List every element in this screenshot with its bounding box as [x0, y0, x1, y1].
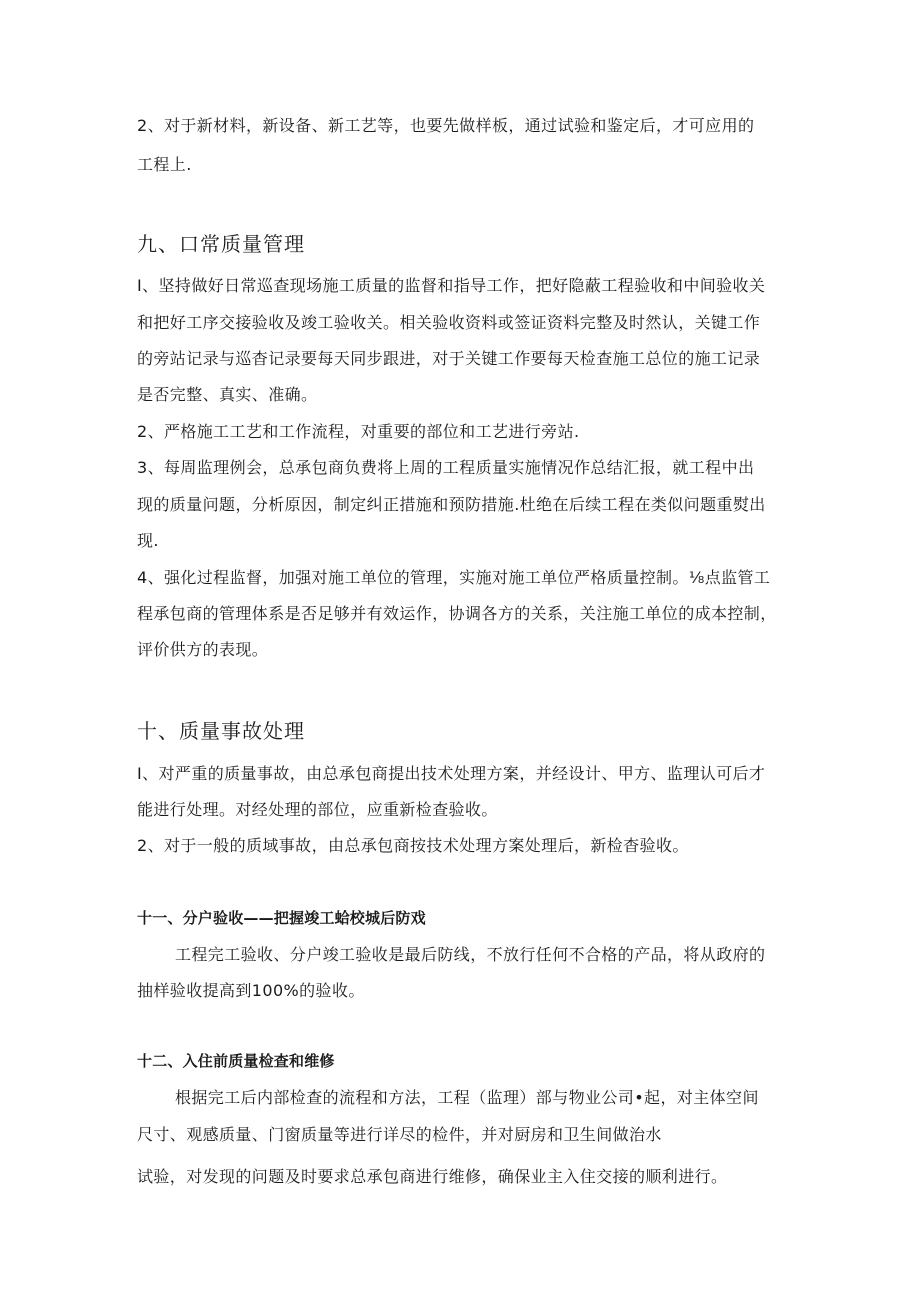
section-12-body-line-2: 尺寸、观感质量、门窗质量等进行详尽的检件，并对厨房和卫生间做治水: [137, 1125, 662, 1144]
section-9-p4-line-3: 评价供方的表现。: [137, 640, 269, 659]
section-9-p3-line-1: 3、每周监理例会，总承包商负费将上周的工程质量实施情况作总结汇报，就工程中出: [137, 458, 755, 477]
section-9-p4-line-1: 4、强化过程监督，加强对施工单位的管理，实施对施工单位严格质量控制。⅛点监管工: [137, 568, 771, 587]
section-9-p3-line-2: 现的质量问题，分析原因，制定纠正措施和预防措施.杜绝在后续工程在类似问题重熨出: [137, 495, 766, 514]
section-11-heading: 十一、分户验收——把握竣工蛤校城后防戏: [137, 909, 426, 927]
section-9-p3-line-3: 现.: [137, 531, 159, 550]
section-12-heading: 十二、入住前质量检查和维修: [137, 1052, 335, 1070]
section-9-p4-line-2: 程承包商的管理体系是否足够并有效运作，协调各方的关系，关注施工单位的成本控制，: [137, 604, 777, 623]
section-9-p1-line-3: 的旁站记录与巡杳记录要每天同步跟进，对于关键工作要每天检查施工总位的施工记录: [137, 349, 761, 368]
section-12-body-line-1: 根据完工后内部检查的流程和方法，工程（监理）部与物业公司•起，对主体空间: [175, 1088, 759, 1107]
intro-line-1: 2、对于新材料，新设备、新工艺等，也要先做样板，通过试验和鉴定后，才可应用的: [137, 116, 755, 135]
section-9-p2: 2、严格施工工艺和工作流程，对重要的部位和工艺进行旁站.: [137, 422, 580, 441]
section-12-body-line-3: 试验，对发现的问题及时要求总承包商进行维修，确保业主入住交接的顺利进行。: [137, 1167, 728, 1186]
section-10-p1-line-2: 能进行处理。对经处理的部位，应重新检查验收。: [137, 800, 498, 819]
intro-line-2: 工程上.: [137, 155, 192, 174]
section-10-p1-line-1: I、对严重的质量事故，由总承包商提出技术处理方案，并经设计、甲方、监理认可后才: [137, 764, 766, 783]
section-9-heading: 九、口常质量管理: [137, 232, 305, 256]
section-9-p1-line-1: I、坚持做好日常巡查现场施工质量的监督和指导工作，把好隐蔽工程验收和中间验收关: [137, 276, 766, 295]
section-10-p2: 2、对于一般的质域事故，由总承包商按技术处理方案处理后，新检杳验收。: [137, 836, 689, 855]
section-11-body-line-2: 抽样验收提高到100%的验收。: [137, 981, 365, 1000]
section-11-body-line-1: 工程完工验收、分户竣工验收是最后防线，不放行任何不合格的产品，将从政府的: [175, 945, 766, 964]
section-10-heading: 十、质量事故处理: [137, 719, 305, 743]
section-9-p1-line-2: 和把好工序交接验收及竣工验收关。相关验收资料或签证资料完整及时然认，关键工作: [137, 313, 761, 332]
section-9-p1-line-4: 是否完整、真实、准确。: [137, 385, 318, 404]
